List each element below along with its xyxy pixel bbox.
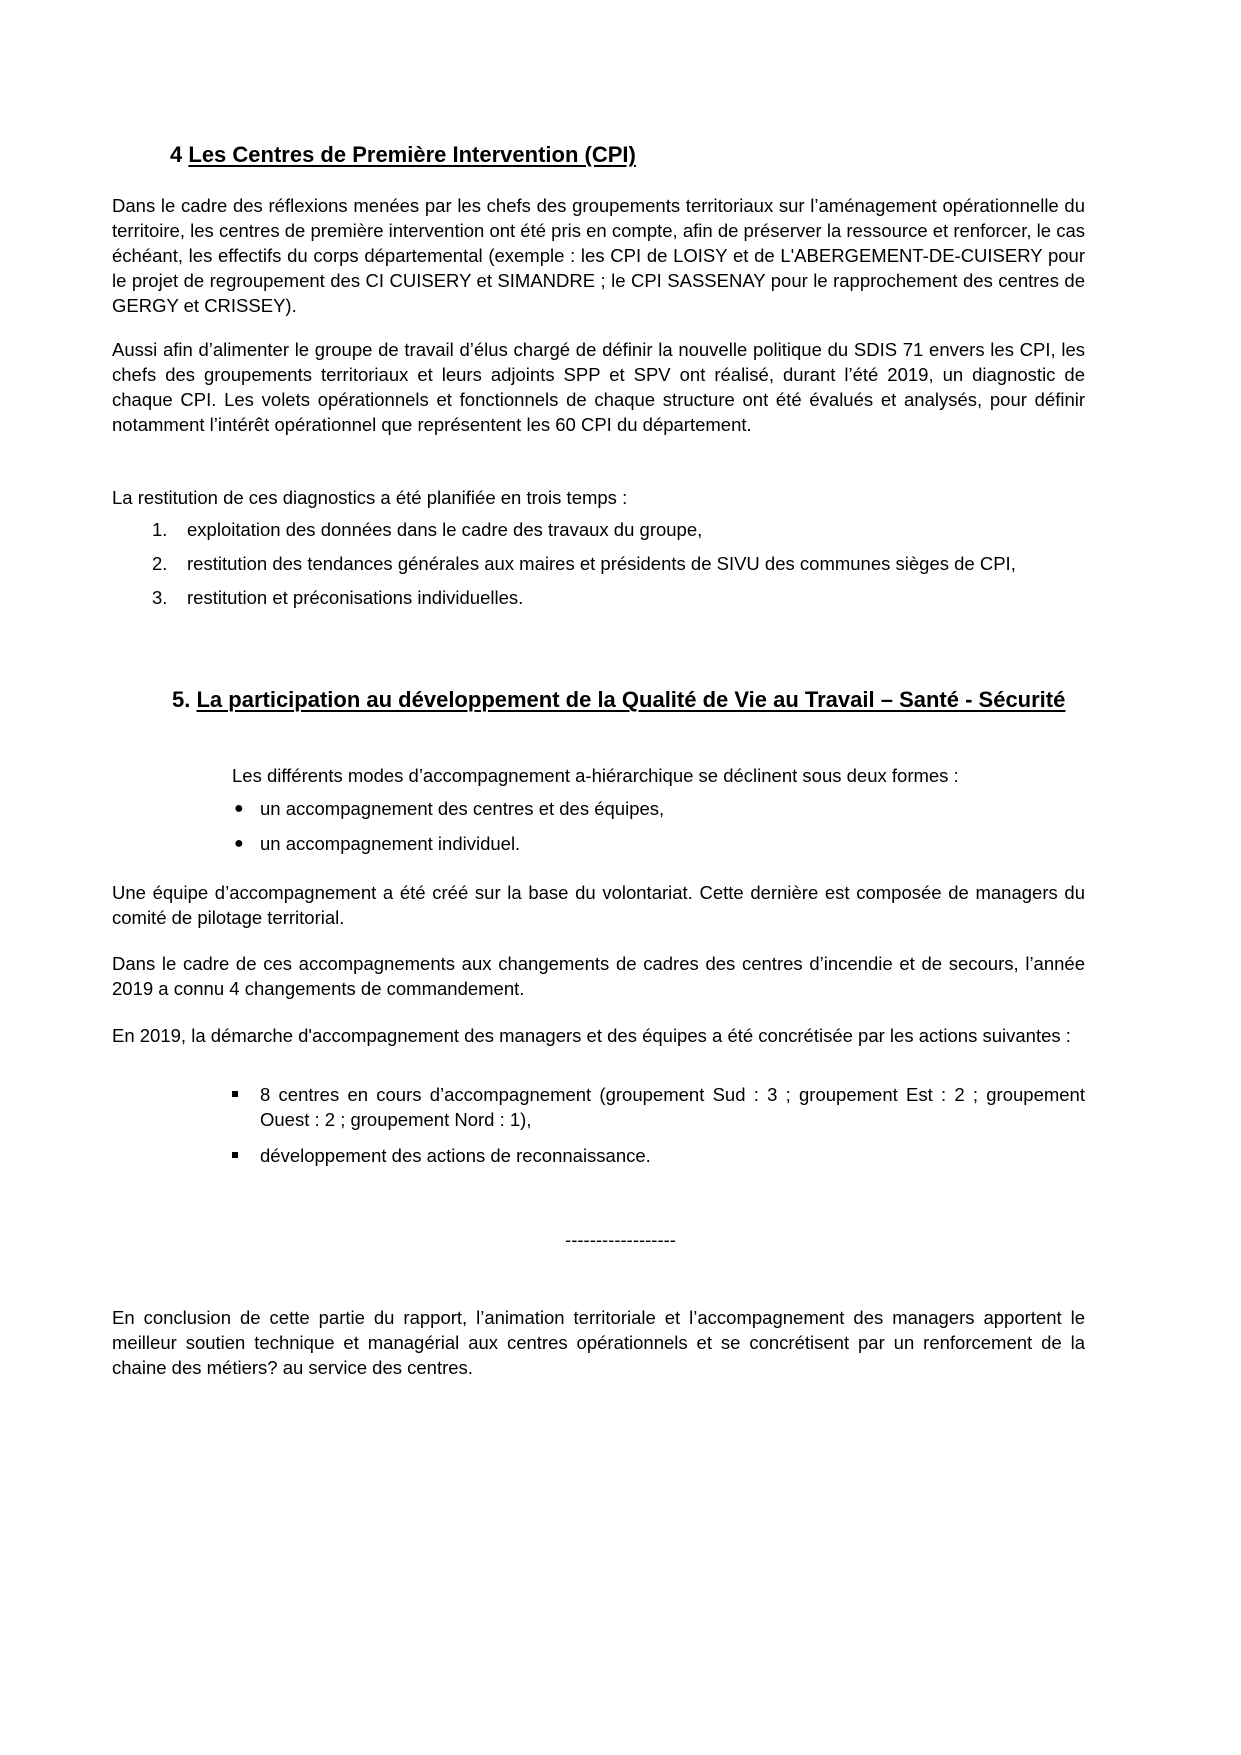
section-5-heading xyxy=(172,686,1113,713)
paragraph-text: Dans le cadre de ces accompagnements aux changements de cadres des centres d’incendie et de secours, l’année 2019 a connu 4 changements de commandement. xyxy=(112,953,1085,999)
list-item-text: restitution et préconisations individuelles. xyxy=(187,587,524,608)
section-4-paragraph-1 xyxy=(112,193,1085,318)
paragraph-text: La restitution de ces diagnostics a été planifiée en trois temps : xyxy=(112,487,628,508)
list-number: 3. xyxy=(152,587,168,608)
list-item-text: exploitation des données dans le cadre des travaux du groupe, xyxy=(187,519,703,540)
restitution-steps-list xyxy=(112,517,1085,619)
accompaniment-forms xyxy=(232,763,1085,866)
section-4-number: 4 xyxy=(170,142,183,167)
list-item xyxy=(232,1082,1085,1132)
list-item xyxy=(112,517,1085,542)
list-item-text: 8 centres en cours d’accompagnement (groupement Sud : 3 ; groupement Est : 2 ; groupement Ouest : 2 ; groupement Nord : 1), xyxy=(260,1084,1085,1130)
list-item-text: restitution des tendances générales aux maires et présidents de SIVU des communes sièges de CPI, xyxy=(187,553,1016,574)
section-5-number: 5. xyxy=(172,687,191,712)
section-4-paragraph-3 xyxy=(112,485,1085,510)
bullet-icon: ● xyxy=(234,835,244,852)
list-item xyxy=(232,796,1085,821)
conclusion-paragraph xyxy=(112,1305,1085,1380)
forms-intro: Les différents modes d’accompagnement a-hiérarchique se déclinent sous deux formes : xyxy=(232,765,959,786)
list-item-text: un accompagnement individuel. xyxy=(260,833,521,854)
section-4-title: Les Centres de Première Intervention (CPI) xyxy=(188,142,636,167)
paragraph-text: En 2019, la démarche d'accompagnement des managers et des équipes a été concrétisée par les actions suivantes : xyxy=(112,1025,1071,1046)
list-item xyxy=(232,831,1085,856)
list-item-text: développement des actions de reconnaissance. xyxy=(260,1145,651,1166)
actions-list xyxy=(232,1082,1085,1179)
list-number: 2. xyxy=(152,553,168,574)
section-5-paragraph-3 xyxy=(112,1023,1085,1048)
section-5-paragraph-1 xyxy=(112,880,1085,930)
bullet-icon: ● xyxy=(234,800,244,817)
section-5-paragraph-2 xyxy=(112,951,1085,1001)
list-item xyxy=(232,1143,1085,1168)
paragraph-text: Dans le cadre des réflexions menées par les chefs des groupements territoriaux sur l’aménagement opérationnelle du territoire, les centres de première intervention ont été pris en compte, afin de préserver la ressource et renforcer, le cas échéant, les effectifs du corps départemental (exemple : les CPI de LOISY et de L'ABERGEMENT-DE-CUISERY pour le projet de regroupement des CI CUISERY et SIMANDRE ; le CPI SASSENAY pour le rapprochement des centres de GERGY et CRISSEY). xyxy=(112,195,1085,316)
list-number: 1. xyxy=(152,519,168,540)
square-bullet-icon xyxy=(232,1152,238,1158)
paragraph-text: En conclusion de cette partie du rapport, l’animation territoriale et l’accompagnement des managers apportent le meilleur soutien technique et managérial aux centres opérationnels et se concrétisent par un renforcement de la chaine des métiers? au service des centres. xyxy=(112,1307,1085,1378)
section-4-paragraph-2 xyxy=(112,337,1085,437)
section-5-title: La participation au développement de la Qualité de Vie au Travail – Santé - Sécurité xyxy=(196,687,1066,712)
paragraph-text: Une équipe d’accompagnement a été créé sur la base du volontariat. Cette dernière est composée de managers du comité de pilotage territorial. xyxy=(112,882,1085,928)
list-item-text: un accompagnement des centres et des équipes, xyxy=(260,798,665,819)
list-item xyxy=(112,551,1085,576)
separator-line: ------------------ xyxy=(565,1229,676,1250)
square-bullet-icon xyxy=(232,1091,238,1097)
section-4-heading xyxy=(170,142,636,168)
list-item xyxy=(112,585,1085,610)
paragraph-text: Aussi afin d’alimenter le groupe de travail d’élus chargé de définir la nouvelle politique du SDIS 71 envers les CPI, les chefs des groupements territoriaux et leurs adjoints SPP et SPV ont réalisé, durant l’été 2019, un diagnostic de chaque CPI. Les volets opérationnels et fonctionnels de chaque structure ont été évalués et analysés, pour définir notamment l’intérêt opérationnel que représentent les 60 CPI du département. xyxy=(112,339,1085,435)
